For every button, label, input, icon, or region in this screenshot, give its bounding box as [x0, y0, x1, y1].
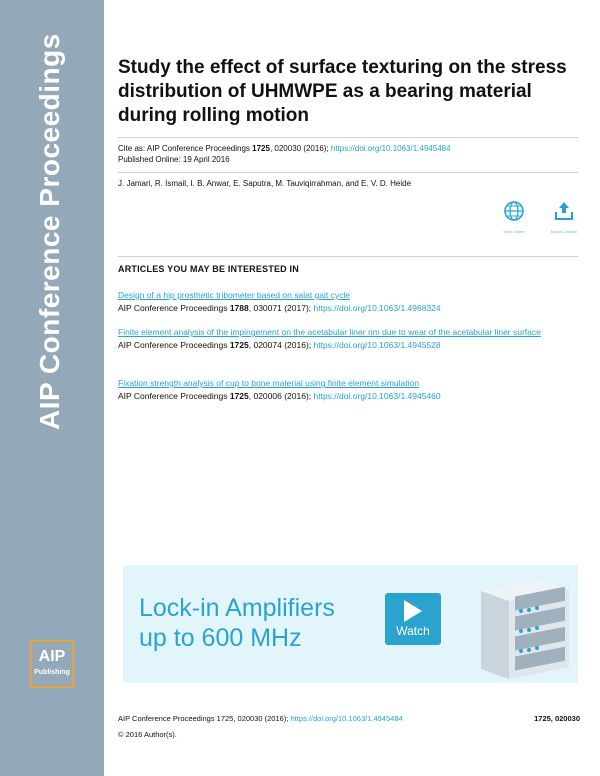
instrument-rack-image	[471, 571, 573, 679]
ad-text	[139, 593, 335, 653]
related-article-title[interactable]: Fixation strength analysis of cup to bone material using finite element simulation	[118, 378, 419, 388]
footer-page-number: 1725, 020030	[534, 714, 580, 723]
related-article	[118, 377, 578, 403]
related-doi-link[interactable]: https://doi.org/10.1063/1.4945460	[313, 391, 441, 401]
globe-icon	[503, 200, 525, 222]
watch-label: Watch	[396, 624, 430, 638]
aip-publishing-logo[interactable]	[30, 640, 74, 688]
cite-rest: , 020030 (2016);	[269, 144, 331, 153]
related-article-title[interactable]: Design of a hip prosthetic tribometer based on salat gait cycle	[118, 290, 350, 300]
page-footer	[118, 713, 580, 724]
footer-doi-link[interactable]: https://doi.org/10.1063/1.4945484	[290, 714, 403, 723]
ad-line-1: Lock-in Amplifiers	[139, 594, 335, 622]
view-online-button[interactable]	[496, 200, 532, 234]
related-volume: 1725	[229, 391, 249, 401]
related-journal: AIP Conference Proceedings	[118, 303, 230, 313]
copyright-notice: © 2016 Author(s).	[118, 730, 177, 739]
watch-button[interactable]	[385, 593, 441, 645]
related-cite-rest: , 020074 (2016);	[248, 340, 314, 350]
related-article-title[interactable]: Finite element analysis of the impingement on the acetabular liner rim due to wear of the acetabular liner surface	[118, 327, 541, 337]
play-icon	[404, 600, 422, 622]
author-list: J. Jamari, R. Ismail, I. B. Anwar, E. Saputra, M. Tauviqirrahman, and E. V. D. Heide	[118, 179, 412, 188]
export-citation-label: Export Citation	[550, 229, 578, 234]
citation-block	[118, 143, 451, 165]
doi-link[interactable]: https://doi.org/10.1063/1.4945484	[330, 144, 451, 153]
related-cite-rest: , 030071 (2017);	[248, 303, 314, 313]
cite-prefix: Cite as: AIP Conference Proceedings	[118, 144, 253, 153]
related-heading: ARTICLES YOU MAY BE INTERESTED IN	[118, 264, 299, 274]
related-journal: AIP Conference Proceedings	[118, 391, 230, 401]
related-doi-link[interactable]: https://doi.org/10.1063/1.4968324	[313, 303, 441, 313]
journal-sidebar	[0, 0, 104, 776]
export-citation-button[interactable]	[546, 200, 582, 234]
logo-subtext: Publishing	[34, 669, 70, 676]
divider	[118, 172, 578, 173]
related-journal: AIP Conference Proceedings	[118, 340, 230, 350]
related-cite-rest: , 020006 (2016);	[248, 391, 314, 401]
related-article	[118, 326, 578, 352]
ad-line-2: up to 600 MHz	[139, 624, 302, 652]
related-doi-link[interactable]: https://doi.org/10.1063/1.4945528	[313, 340, 441, 350]
footer-cite: AIP Conference Proceedings 1725, 020030 (2016);	[118, 714, 291, 723]
related-volume: 1725	[229, 340, 249, 350]
export-icon	[553, 200, 575, 222]
divider	[118, 137, 578, 138]
published-date: Published Online: 19 April 2016	[118, 155, 230, 164]
advertisement-banner[interactable]	[123, 565, 578, 683]
journal-name: AIP Conference Proceedings	[34, 33, 65, 430]
cite-volume: 1725	[252, 144, 270, 153]
related-volume: 1788	[229, 303, 249, 313]
article-title: Study the effect of surface texturing on the stress distribution of UHMWPE as a bearing material during rolling motion	[118, 57, 567, 126]
related-article	[118, 289, 578, 315]
logo-text: AIP	[38, 648, 66, 665]
divider	[118, 256, 578, 257]
view-online-label: View Online	[503, 229, 525, 234]
